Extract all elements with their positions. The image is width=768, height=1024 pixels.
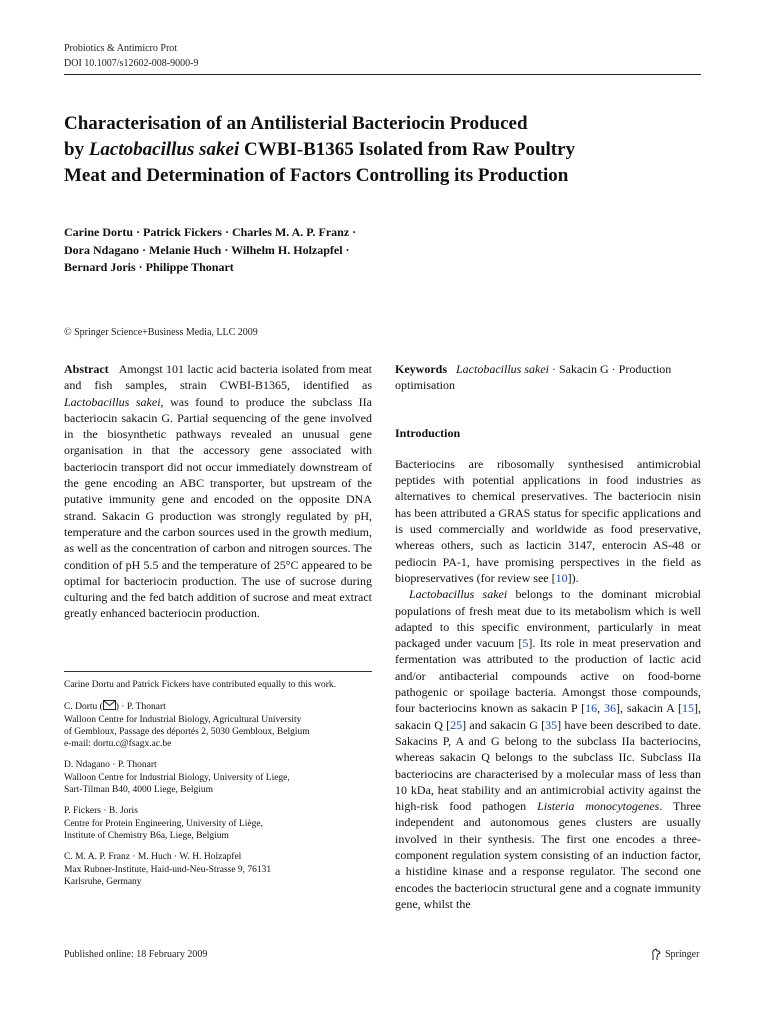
keywords-label: Keywords xyxy=(395,362,447,376)
affiliation-line: Institute of Chemistry B6a, Liege, Belgium xyxy=(64,830,229,841)
affiliation-line: Centre for Protein Engineering, University of Liège, xyxy=(64,818,263,829)
author-line: Carine Dortu · Patrick Fickers · Charles M. A. P. Franz · xyxy=(64,225,357,239)
paragraph-text: Bacteriocins are ribosomally synthesised antimicrobial peptides with potential applications in food industries as alternatives to chemical preservatives. The bacteriocin nisin has been attributed a GRAS status for specific applications and is used commercially and worldwide as food preservative, whereas others, such as lacticin 3147, enterocin AS-48 or pediocin PA-1, have promising perspectives in the field as biopreservatives (for review see [ xyxy=(395,456,701,585)
paragraph-text: ]. Its role in meat preservation and fermentation was attributed to the production of lactic acid and/or antibacterial compounds active on food-borne pathogenic or spoilage bacteria. Amongst those compounds, four bacteriocins known as sakacin P [ xyxy=(395,636,701,716)
title-fragment: CWBI-B1365 Isolated from Raw Poultry xyxy=(239,139,576,160)
header-rule xyxy=(64,74,701,75)
footnote-rule xyxy=(64,671,372,672)
intro-paragraph-2 xyxy=(395,586,701,912)
affiliation-4 xyxy=(64,851,372,888)
affiliation-1 xyxy=(64,700,372,750)
paragraph-text: belongs to the dominant microbial populations of fresh meat due to its metabolism which is well adapted to this specific environment, particularly in meat packaged under vacuum [ xyxy=(395,587,701,651)
email-address[interactable]: e-mail: dortu.c@fsagx.ac.be xyxy=(64,739,172,750)
keyword: Lactobacillus sakei xyxy=(456,362,549,376)
abstract-text: , was found to produce the subclass IIa bacteriocin sakacin G. Partial sequencing of the gene involved in the biosynthetic pathways revealed an unusual gene organisation in that the accessory gene associated with bacteriocin transport did not occur immediately downstream of the gene encoding an ABC transporter, but upstream of the putative immunity gene and encoded on the opposite DNA strand. Sakacin G production was strongly regulated by pH, temperature and the carbon sources used in the growth medium, as well as the concentration of carbon and nitrogen sources. The condition of pH 5.5 and the temperature of 25°C appeared to be optimal for bacteriocin production. The use of sucrose during culturing and the fed batch addition of sucrose and meat extract greatly enhanced bacteriocin production. xyxy=(64,394,373,621)
publisher-name: Springer xyxy=(665,949,700,960)
affiliation-line: Max Rubner-Institute, Haid-und-Neu-Strasse 9, 76131 xyxy=(64,864,272,875)
title-line-2 xyxy=(64,137,704,163)
affiliation-line: Karlsruhe, Germany xyxy=(64,876,142,887)
citation-link[interactable]: 25 xyxy=(450,717,463,732)
affiliation-line: Sart-Tilman B40, 4000 Liege, Belgium xyxy=(64,785,214,796)
keyword-list: · Sakacin G · Production optimisation xyxy=(395,362,672,393)
affiliation-line: Walloon Centre for Industrial Biology, Agricultural University xyxy=(64,714,302,725)
publisher-logo xyxy=(650,948,699,961)
intro-paragraph-1 xyxy=(395,456,701,586)
citation-link[interactable]: 5 xyxy=(522,636,529,651)
paragraph-text: ] have been described to date. Sakacins P, A and G belong to the subclass IIa bacteriocins, whereas sakacin Q belongs to the subclass IIc. Subclass IIa bacteriocins are characterised by a molecular mass of less than 10 kDa, heat stability and an antimicrobial activity against the high-risk food pathogen xyxy=(395,717,701,814)
journal-name: Probiotics & Antimicro Prot xyxy=(64,43,178,54)
introduction-heading: Introduction xyxy=(395,425,461,440)
affiliation-3 xyxy=(64,805,372,842)
affiliation-line: Walloon Centre for Industrial Biology, University of Liege, xyxy=(64,772,290,783)
affiliation-2 xyxy=(64,759,372,796)
paragraph-text: ], sakacin A [ xyxy=(616,701,682,716)
affiliation-line: C. M. A. P. Franz · M. Huch · W. H. Holzapfel xyxy=(64,852,242,863)
paragraph-text: . Three independent and autonomous genes clusters are usually involved in their synthesis. The first one encodes a three-component regulation system consisting of an induction factor, a histidine kinase and a response regulator. The second one encodes the bacteriocin structural gene and a cognate immunity gene, whilst the xyxy=(395,799,702,911)
affiliation-author: C. Dortu ( xyxy=(64,702,103,713)
paragraph-text: ]). xyxy=(567,570,579,585)
affiliation-authors xyxy=(64,700,372,713)
author-list xyxy=(64,224,704,277)
title-line-1: Characterisation of an Antilisterial Bacteriocin Produced xyxy=(64,113,528,134)
citation-link[interactable]: 35 xyxy=(545,717,558,732)
paragraph-text: ], sakacin Q [ xyxy=(395,701,701,732)
author-line: Bernard Joris · Philippe Thonart xyxy=(64,260,234,274)
affiliation-line: D. Ndagano · P. Thonart xyxy=(64,760,157,771)
abstract xyxy=(64,361,372,622)
envelope-icon xyxy=(103,700,116,710)
citation-link[interactable]: 16 xyxy=(585,701,598,716)
citation-link[interactable]: 36 xyxy=(604,701,617,716)
copyright-notice: © Springer Science+Business Media, LLC 2009 xyxy=(64,327,258,338)
abstract-label: Abstract xyxy=(64,362,109,376)
abstract-column xyxy=(64,361,372,622)
title-line-3: Meat and Determination of Factors Controlling its Production xyxy=(64,165,569,186)
citation-link[interactable]: 15 xyxy=(682,701,694,716)
title-fragment: by xyxy=(64,139,89,160)
author-line: Dora Ndagano · Melanie Huch · Wilhelm H. Holzapfel · xyxy=(64,242,350,257)
paragraph-text: ] and sakacin G [ xyxy=(462,717,546,732)
paper-title xyxy=(64,111,704,189)
title-species: Lactobacillus sakei xyxy=(88,139,240,160)
species-name: Lactobacillus sakei xyxy=(409,587,508,602)
body-column xyxy=(395,361,701,912)
paragraph-text: , xyxy=(597,701,605,716)
contribution-note: Carine Dortu and Patrick Fickers have contributed equally to this work. xyxy=(64,680,337,690)
affiliation-line: P. Fickers · B. Joris xyxy=(64,806,138,817)
abstract-text: Amongst 101 lactic acid bacteria isolated from meat and fish samples, strain CWBI-B1365, identified as xyxy=(64,362,372,393)
affiliation-author: ) · P. Thonart xyxy=(115,702,166,713)
doi: DOI 10.1007/s12602-008-9000-9 xyxy=(64,58,199,69)
published-date: Published online: 18 February 2009 xyxy=(64,949,208,960)
affiliation-line: of Gembloux, Passage des déportés 2, 5030 Gembloux, Belgium xyxy=(64,726,310,737)
footnotes xyxy=(64,679,372,897)
citation-link[interactable]: 10 xyxy=(555,570,568,585)
keywords xyxy=(395,361,701,394)
springer-horse-icon xyxy=(650,948,662,961)
journal-header xyxy=(64,41,198,71)
species-name: Listeria monocytogenes xyxy=(537,799,660,814)
abstract-species: Lactobacillus sakei xyxy=(64,394,161,409)
